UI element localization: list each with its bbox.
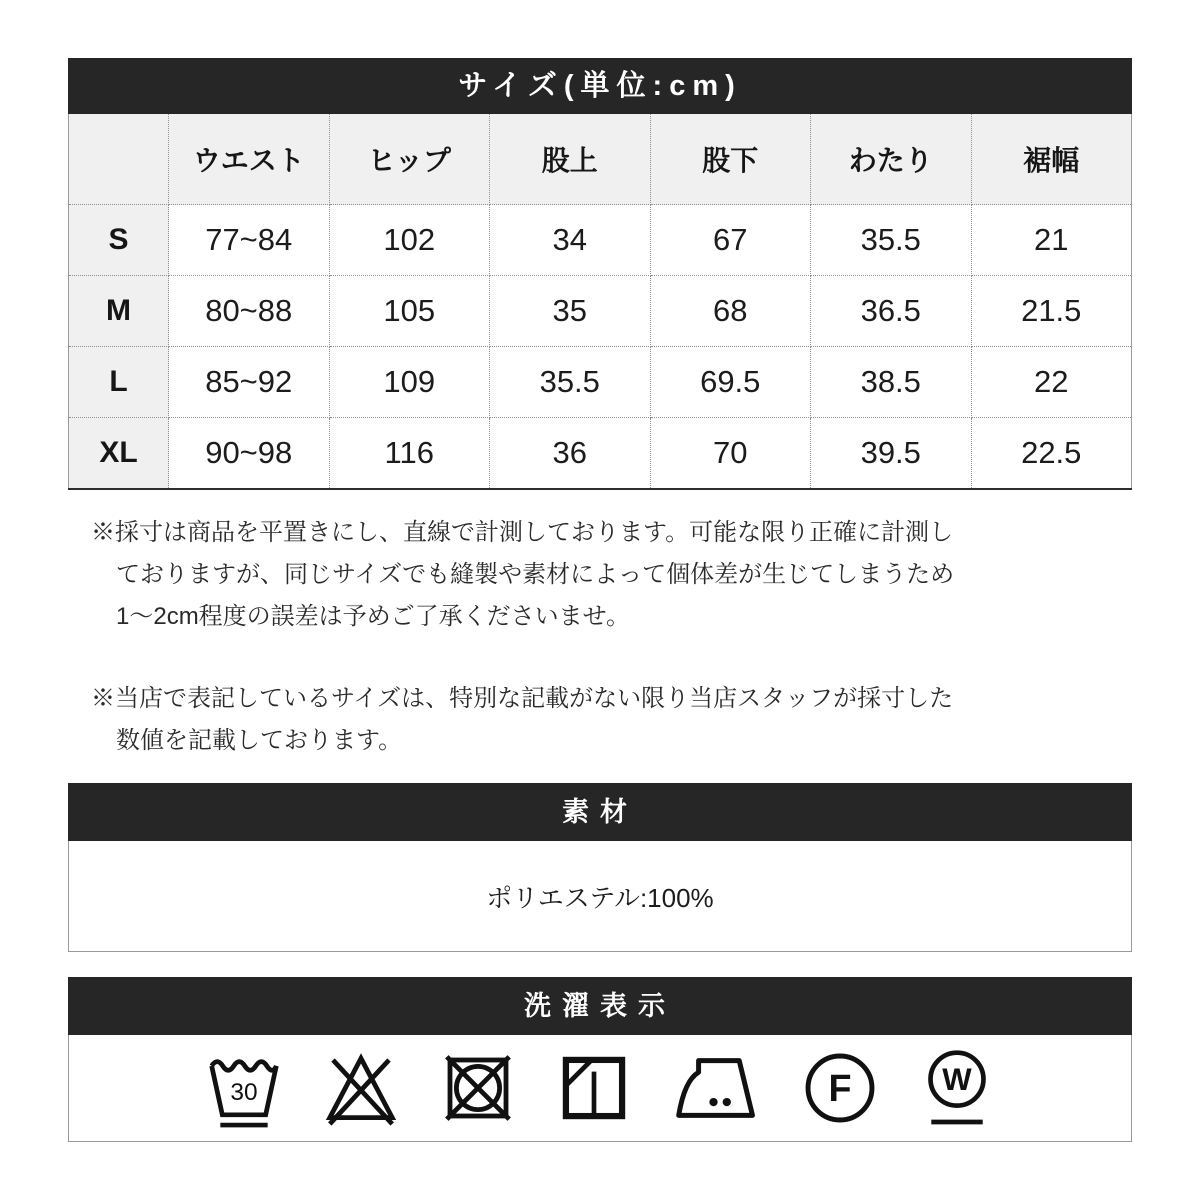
cell-hip: 102 — [329, 205, 490, 276]
cell-hem: 22.5 — [971, 418, 1132, 490]
material-section-title: 素材 — [68, 783, 1132, 841]
staff-measured-note — [91, 678, 1121, 762]
column-header-hem: 裾幅 — [971, 114, 1132, 205]
measurement-note — [91, 512, 1121, 638]
table-row-xl — [69, 418, 1132, 490]
svg-text:30: 30 — [230, 1078, 258, 1106]
column-header-hip: ヒップ — [329, 114, 490, 205]
cell-rise: 36 — [490, 418, 651, 490]
size-section — [68, 58, 1132, 490]
note-line: 1〜2cm程度の誤差は予めご了承くださいませ。 — [116, 603, 630, 630]
corner-cell — [69, 114, 169, 205]
cell-inseam: 68 — [650, 276, 811, 347]
iron-medium-heat-icon — [670, 1054, 762, 1122]
cell-hem: 22 — [971, 347, 1132, 418]
table-row-l — [69, 347, 1132, 418]
cell-hip: 116 — [329, 418, 490, 490]
cell-rise: 35 — [490, 276, 651, 347]
note-line: ※当店で表記しているサイズは、特別な記載がない限り当店スタッフが採寸した — [91, 685, 954, 712]
material-section — [68, 783, 1132, 952]
column-header-thigh: わたり — [811, 114, 972, 205]
cell-rise: 35.5 — [490, 347, 651, 418]
cell-thigh: 39.5 — [811, 418, 972, 490]
note-line: 数値を記載しております。 — [116, 727, 403, 754]
cell-inseam: 67 — [650, 205, 811, 276]
size-label: L — [69, 347, 169, 418]
cell-inseam: 70 — [650, 418, 811, 490]
size-section-title: サイズ(単位:cm) — [68, 58, 1132, 114]
note-line: ておりますが、同じサイズでも縫製や素材によって個体差が生じてしまうため — [116, 561, 955, 588]
cell-hem: 21.5 — [971, 276, 1132, 347]
note-line: ※採寸は商品を平置きにし、直線で計測しております。可能な限り正確に計測し — [91, 519, 954, 546]
cell-hip: 109 — [329, 347, 490, 418]
cell-rise: 34 — [490, 205, 651, 276]
table-row-m — [69, 276, 1132, 347]
column-header-rise: 股上 — [490, 114, 651, 205]
care-icons-row — [68, 1035, 1132, 1142]
svg-text:W: W — [942, 1061, 972, 1097]
cell-thigh: 38.5 — [811, 347, 972, 418]
cell-thigh: 35.5 — [811, 205, 972, 276]
column-header-waist: ウエスト — [169, 114, 330, 205]
svg-text:F: F — [828, 1067, 852, 1110]
material-content: ポリエステル:100% — [68, 841, 1132, 952]
do-not-tumble-dry-icon — [438, 1048, 518, 1128]
cell-waist: 80~88 — [169, 276, 330, 347]
washtub-30-gentle-icon — [204, 1047, 284, 1129]
size-table-header-row — [69, 114, 1132, 205]
size-table — [68, 114, 1132, 490]
cell-inseam: 69.5 — [650, 347, 811, 418]
care-section-title: 洗濯表示 — [68, 977, 1132, 1035]
column-header-inseam: 股下 — [650, 114, 811, 205]
size-label: M — [69, 276, 169, 347]
dry-clean-petroleum-icon — [799, 1047, 881, 1129]
care-section — [68, 977, 1132, 1142]
cell-waist: 90~98 — [169, 418, 330, 490]
cell-hip: 105 — [329, 276, 490, 347]
cell-waist: 77~84 — [169, 205, 330, 276]
size-label: XL — [69, 418, 169, 490]
table-row-s — [69, 205, 1132, 276]
line-dry-in-shade-icon — [555, 1049, 633, 1127]
cell-hem: 21 — [971, 205, 1132, 276]
size-label: S — [69, 205, 169, 276]
cell-waist: 85~92 — [169, 347, 330, 418]
wet-clean-gentle-icon — [918, 1048, 996, 1129]
do-not-bleach-icon — [321, 1048, 401, 1128]
cell-thigh: 36.5 — [811, 276, 972, 347]
